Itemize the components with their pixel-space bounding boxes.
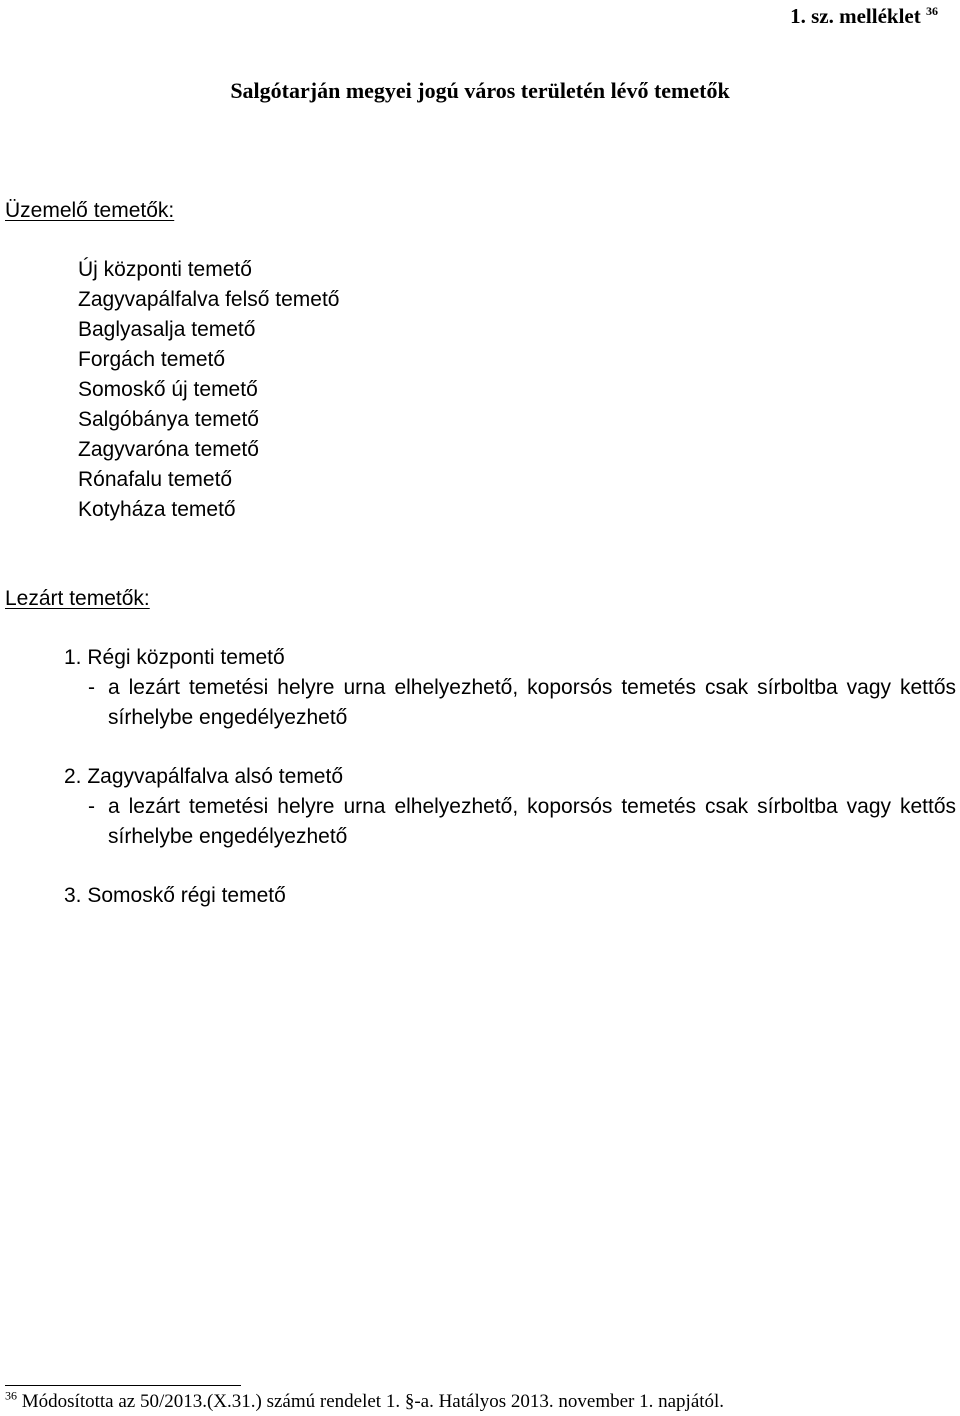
item-number: 1.	[64, 646, 82, 669]
note-dash: -	[88, 676, 95, 699]
closed-cemetery-note	[64, 673, 956, 733]
page-title: Salgótarján megyei jogú város területén lévő temetők	[230, 78, 730, 103]
closed-cemetery-note	[64, 792, 956, 852]
note-dash: -	[88, 795, 95, 818]
item-number: 3.	[64, 884, 82, 907]
open-cemeteries-heading: Üzemelő temetők:	[5, 199, 175, 222]
footnote-text: Módosította az 50/2013.(X.31.) számú rendelet 1. §-a. Hatályos 2013. november 1. napjától.	[21, 1391, 725, 1412]
closed-cemetery-item-1	[64, 643, 956, 733]
closed-cemetery-title	[64, 762, 956, 792]
note-text: a lezárt temetési helyre urna elhelyezhető, koporsós temetés csak sírboltba vagy kettős sírhelybe engedélyezhető	[108, 676, 956, 729]
list-item: Zagyvapálfalva felső temető	[78, 288, 340, 311]
closed-cemetery-item-3	[64, 881, 956, 911]
footnote-separator	[5, 1385, 241, 1386]
list-item: Rónafalu temető	[78, 468, 233, 491]
footnote-reference[interactable]: 36	[926, 4, 938, 18]
item-name: Zagyvapálfalva alsó temető	[87, 765, 343, 788]
item-name: Régi központi temető	[87, 646, 285, 669]
closed-cemetery-title	[64, 643, 956, 673]
footnote	[5, 1390, 724, 1414]
list-item: Forgách temető	[78, 348, 226, 371]
list-item: Baglyasalja temető	[78, 318, 256, 341]
list-item: Új központi temető	[78, 258, 252, 281]
annex-label	[790, 5, 938, 27]
list-item: Somoskő új temető	[78, 378, 258, 401]
closed-cemeteries-heading: Lezárt temetők:	[5, 587, 150, 610]
open-cemeteries-list	[78, 255, 339, 525]
list-item: Salgóbánya temető	[78, 408, 259, 431]
closed-cemetery-title	[64, 881, 956, 911]
annex-label-text: 1. sz. melléklet	[790, 4, 921, 28]
footnote-marker: 36	[5, 1388, 17, 1403]
list-item: Kotyháza temető	[78, 498, 236, 521]
item-number: 2.	[64, 765, 82, 788]
item-name: Somoskő régi temető	[87, 884, 286, 907]
note-text: a lezárt temetési helyre urna elhelyezhető, koporsós temetés csak sírboltba vagy kettős sírhelybe engedélyezhető	[108, 795, 956, 848]
list-item: Zagyvaróna temető	[78, 438, 259, 461]
closed-cemetery-item-2	[64, 762, 956, 852]
